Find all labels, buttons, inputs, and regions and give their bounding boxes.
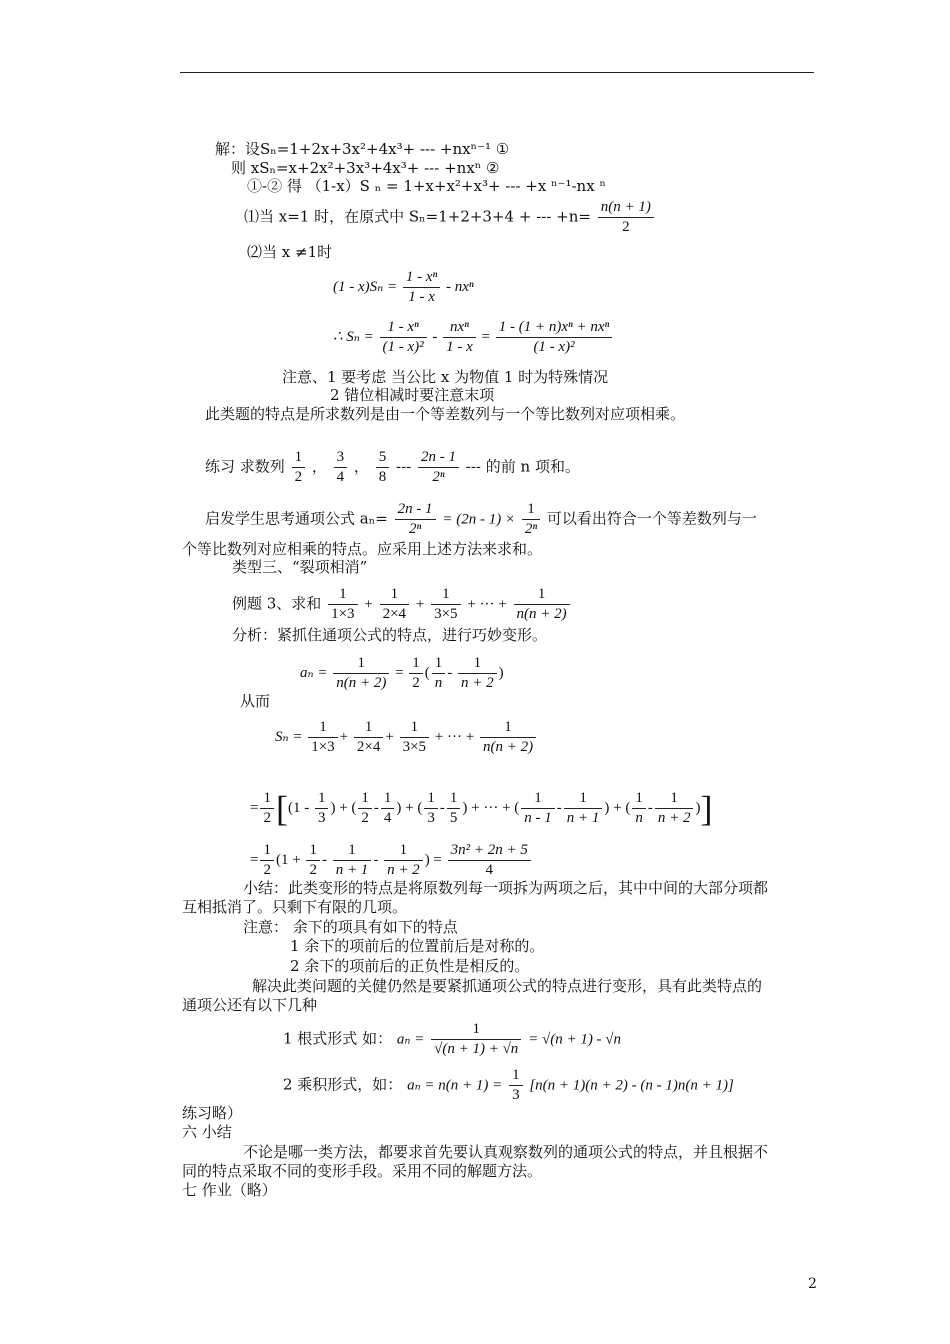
case-1 [244, 198, 656, 237]
summary-line-2: 互相抵消了。只剩下有限的几项。 [182, 898, 408, 916]
section-7-title: 七 作业（略） [182, 1181, 277, 1199]
res-a: $\frac{1}{2}$ [306, 841, 320, 880]
exp-half: $\frac{1}{2}$ [260, 789, 274, 828]
product-form: 2 乘积形式，如： aₙ = n(n + 1) = $\frac{1}{3}$ [n(n + 1)(n + 2) - (n - 1)n(n + 1)] [283, 1067, 734, 1103]
example3-term-3: $\frac{1}{3\times 5}$ [431, 585, 460, 624]
note-item-1: 1 余下的项前后的位置前后是对称的。 [290, 937, 545, 955]
summary-line-1: 小结：此类变形的特点是将原数列每一项拆为两项之后，其中中间的大部分项都 [243, 879, 769, 897]
hint-line-2: 个等比数列对应相乘的特点。应采用上述方法来求和。 [182, 540, 543, 558]
res-half: $\frac{1}{2}$ [260, 841, 274, 880]
product-fraction: $\frac{1}{3}$ [509, 1066, 523, 1105]
case-1-fraction: $\frac{n(n + 1)}{2}$ [598, 198, 654, 237]
exp-t1: $\frac{1}{3}$ [315, 789, 329, 828]
note-2: 2 错位相减时要注意末项 [330, 386, 495, 404]
an-term-a: $\frac{1}{n}$ [432, 654, 446, 693]
formula-2: ∴ Sₙ = $\frac{\text{1 - xⁿ}}{\text{(1 - x)²}}$ - $\frac{\text{nxⁿ}}{1 - x}$ = $\frac{\text{1 - (1 + n)xⁿ + nxⁿ}}{\text{(1 - x)²}}$ [333, 318, 614, 357]
note-item-2: 2 余下的项前后的正负性是相反的。 [290, 957, 530, 975]
exercise-line: 练习 求数列 $\frac{1}{2}$ ， $\frac{3}{4}$ ， $\frac{5}{8}$ --- $\frac{2n - 1}{\text{2ⁿ}}$ --- 的前 n 项和。 [205, 449, 580, 485]
root-fraction: $\frac{1}{√(n + 1) + √n}$ [431, 1020, 521, 1059]
res-c: $\frac{1}{n + 2}$ [384, 841, 423, 880]
sn-term-1: $\frac{1}{1\times 3}$ [308, 718, 337, 757]
thus-label: 从而 [240, 692, 271, 710]
exercise-term-2: $\frac{3}{4}$ [334, 448, 348, 487]
an-formula: aₙ = $\frac{1}{n(n + 2)}$ = $\frac{1}{2}$ ( $\frac{1}{n}$ - $\frac{1}{n + 2}$ ) [300, 655, 504, 691]
an-fraction: $\frac{1}{n(n + 2)}$ [333, 654, 389, 693]
case-2: ⑵当 x ≠1时 [247, 243, 333, 261]
note-1: 注意、1 要考虑 当公比 x 为物值 1 时为特殊情况 [282, 368, 609, 386]
res-result: $\frac{\text{3n² + 2n + 5}}{4}$ [448, 841, 531, 880]
type3-title: 类型三、“裂项相消” [232, 558, 368, 576]
exp-t4a: $\frac{1}{n - 1}$ [521, 789, 555, 828]
example3-line: 例题 3、求和 $\frac{1}{1\times 3}$ + $\frac{1}{2\times 4}$ + $\frac{1}{3\times 5}$ + ··· + $\frac{1}{n(n + 2)}$ [232, 585, 572, 624]
solution-line-2: 则 xSₙ=x+2x²+3x³+4x³+ --- +nxⁿ ② [231, 159, 500, 177]
exp-t3a: $\frac{1}{3}$ [424, 789, 438, 828]
exp-t2b: $\frac{1}{4}$ [381, 789, 395, 828]
formula-1-fraction: $\frac{\text{1 - xⁿ}}{1 - x}$ [403, 268, 440, 307]
formula-2-frac-a: $\frac{\text{1 - xⁿ}}{\text{(1 - x)²}}$ [380, 318, 427, 357]
key-line-1: 解决此类问题的关健仍然是要紧抓通项公式的特点进行变形，具有此类特点的 [252, 977, 763, 995]
section-6-body-2: 同的特点采取不同的变形手段。采用不同的解题方法。 [182, 1162, 543, 1180]
sn-formula: Sₙ = $\frac{1}{1\times 3}$ + $\frac{1}{2\times 4}$ + $\frac{1}{3\times 5}$ + ··· + $\frac{1}{n(n + 2)}$ [275, 718, 538, 757]
exercise-omitted: 练习略） [182, 1104, 243, 1122]
exercise-term-1: $\frac{1}{2}$ [292, 448, 306, 487]
formula-1: (1 - x)Sₙ = $\frac{\text{1 - xⁿ}}{1 - x}$ - nxⁿ [333, 269, 474, 305]
page-number: 2 [808, 1276, 817, 1292]
solution-line-3: ①-② 得 （1-x）S ₙ = 1+x+x²+x³+ --- +x ⁿ⁻¹-nx ⁿ [247, 177, 606, 195]
exercise-general-term: $\frac{2n - 1}{\text{2ⁿ}}$ [418, 448, 459, 487]
res-b: $\frac{1}{n + 1}$ [333, 841, 372, 880]
exp-t4b: $\frac{1}{n + 1}$ [564, 789, 603, 828]
note-label: 注意： 余下的项具有如下的特点 [243, 918, 458, 936]
exp-t3b: $\frac{1}{5}$ [447, 789, 461, 828]
key-line-2: 通项公还有以下几种 [182, 996, 318, 1014]
solution-line-1: 解：设Sₙ=1+2x+3x²+4x³+ --- +nxⁿ⁻¹ ① [215, 140, 510, 158]
analysis: 分析：紧抓住通项公式的特点，进行巧妙变形。 [232, 626, 548, 644]
formula-2-frac-b: $\frac{\text{nxⁿ}}{1 - x}$ [443, 318, 476, 357]
an-term-b: $\frac{1}{n + 2}$ [458, 654, 497, 693]
exp-t5b: $\frac{1}{n + 2}$ [655, 789, 694, 828]
exercise-term-3: $\frac{5}{8}$ [376, 448, 390, 487]
example3-term-2: $\frac{1}{2\times 4}$ [380, 585, 409, 624]
section-6-body-1: 不论是哪一类方法，都要求首先要认真观察数列的通项公式的特点，并且根据不 [243, 1143, 769, 1161]
exp-t2a: $\frac{1}{2}$ [358, 789, 372, 828]
example3-term-last: $\frac{1}{n(n + 2)}$ [514, 585, 570, 624]
header-rule [180, 72, 814, 73]
hint-fraction-1: $\frac{2n - 1}{\text{2ⁿ}}$ [395, 500, 436, 539]
expansion-formula: = $\frac{1}{2}$ [(1 - $\frac{1}{3}$ ) + ( $\frac{1}{2}$ - $\frac{1}{4}$ ) + ( $\frac{1}{3}$ - $\frac{1}{5}$ ) + ··· + ( $\frac{1}{n - 1}$ - $\frac{1}{n + 1}$ ) + ( $\frac{1}{n}$ - $\frac{1}{n + 2}$ )] [250, 788, 713, 829]
case-1-text: ⑴当 x=1 时，在原式中 Sₙ=1+2+3+4 + --- +n= [244, 207, 591, 226]
exp-t5a: $\frac{1}{n}$ [632, 789, 646, 828]
example3-term-1: $\frac{1}{1\times 3}$ [328, 585, 357, 624]
feature-sentence: 此类题的特点是所求数列是由一个等差数列与一个等比数列对应项相乘。 [205, 405, 686, 423]
an-half: $\frac{1}{2}$ [409, 654, 423, 693]
hint-fraction-2: $\frac{1}{\text{2ⁿ}}$ [522, 500, 540, 539]
hint-line: 启发学生思考通项公式 aₙ= $\frac{2n - 1}{\text{2ⁿ}}$ = (2n - 1) × $\frac{1}{\text{2ⁿ}}$ 可以看出符合一个等差数列与一 [205, 501, 757, 537]
sn-term-last: $\frac{1}{n(n + 2)}$ [480, 718, 536, 757]
formula-2-frac-c: $\frac{\text{1 - (1 + n)xⁿ + nxⁿ}}{\text{(1 - x)²}}$ [496, 318, 613, 357]
result-formula: = $\frac{1}{2}$ (1 + $\frac{1}{2}$ - $\frac{1}{n + 1}$ - $\frac{1}{n + 2}$ ) = $\frac{\text{3n² + 2n + 5}}{4}$ [250, 841, 533, 880]
section-6-title: 六 小结 [182, 1123, 232, 1141]
sn-term-2: $\frac{1}{2\times 4}$ [354, 718, 383, 757]
sn-term-3: $\frac{1}{3\times 5}$ [400, 718, 429, 757]
root-form: 1 根式形式 如： aₙ = $\frac{1}{√(n + 1) + √n}$ = √(n + 1) - √n [283, 1021, 622, 1057]
